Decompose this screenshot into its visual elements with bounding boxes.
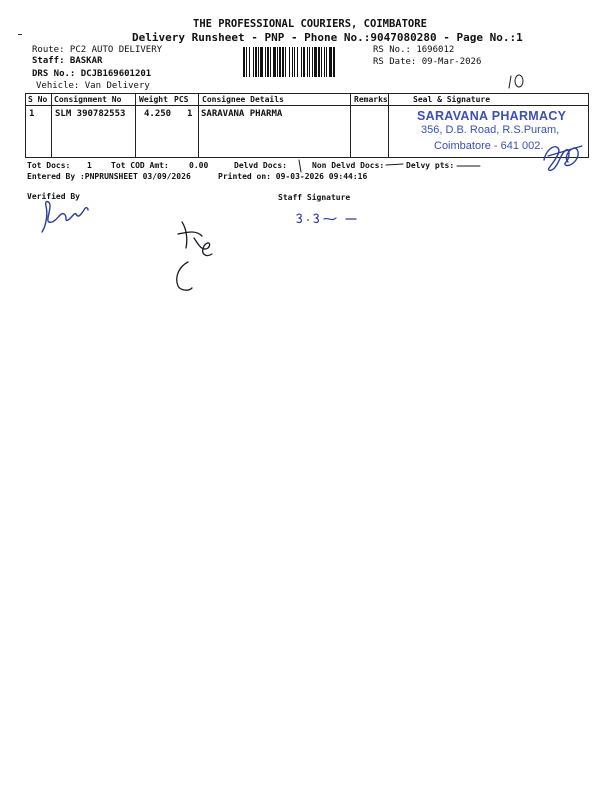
table-border-right	[588, 93, 589, 157]
non-delvd-dash	[385, 161, 405, 169]
staff-signature-date	[294, 210, 364, 228]
tot-cod-value: 0.00	[189, 161, 209, 170]
stamp-name: SARAVANA PHARMACY	[417, 109, 567, 123]
table-row-sno: 1	[29, 109, 35, 119]
col-header-weight: Weight	[139, 95, 168, 104]
verified-by-label: Verified By	[27, 192, 80, 201]
non-delvd-label: Non Delvd Docs:	[312, 161, 385, 170]
col-header-consignee: Consignee Details	[202, 95, 284, 104]
route-text: Route: PC2 AUTO DELIVERY	[32, 45, 163, 55]
staff-signature-label: Staff Signature	[278, 193, 351, 202]
table-row-consignee: SARAVANA PHARMA	[201, 109, 283, 119]
col-header-seal: Seal & Signature	[413, 95, 491, 104]
col-divider	[350, 93, 351, 157]
delvd-docs-label: Delvd Docs:	[234, 161, 287, 170]
table-row-weight: 4.250	[144, 109, 172, 119]
consignee-signature	[540, 138, 585, 174]
company-title: THE PROFESSIONAL COURIERS, COIMBATORE	[193, 18, 427, 30]
delvy-pts-label: Delvy pts:	[406, 161, 455, 170]
entered-by: Entered By :PNPRUNSHEET 03/09/2026	[27, 172, 191, 181]
rs-date: RS Date: 09-Mar-2026	[373, 57, 482, 67]
delvy-pts-dash	[456, 162, 482, 170]
col-divider	[135, 93, 136, 157]
col-header-remarks: Remarks	[354, 95, 388, 104]
corner-mark	[18, 34, 22, 35]
vehicle-text: Vehicle: Van Delivery	[36, 81, 150, 91]
barcode-image	[243, 47, 369, 77]
col-header-pcs: PCS	[174, 95, 189, 104]
tot-docs-label: Tot Docs:	[27, 161, 71, 170]
drs-number: DRS No.: DCJB169601201	[32, 69, 152, 79]
stamp-city: Coimbatore - 641 002.	[434, 140, 544, 152]
stamp-address: 356, D.B. Road, R.S.Puram,	[421, 124, 560, 136]
table-top-border	[25, 93, 589, 94]
tot-docs-value: 1	[87, 161, 92, 170]
col-divider	[198, 93, 199, 157]
table-bottom-border	[25, 157, 589, 158]
col-divider	[51, 93, 52, 157]
col-divider	[388, 93, 389, 157]
table-row-consignment: SLM 390782553	[55, 109, 126, 119]
runsheet-subtitle: Delivery Runsheet - PNP - Phone No.:9047080280 - Page No.:1	[132, 31, 523, 44]
verified-by-signature	[38, 196, 93, 238]
handwritten-page-mark	[506, 72, 530, 90]
printed-on: Printed on: 09-03-2026 09:44:16	[218, 172, 368, 181]
col-header-sno: S No	[28, 95, 48, 104]
table-row-pcs: 1	[187, 109, 193, 119]
staff-text: Staff: BASKAR	[32, 56, 103, 66]
tot-cod-label: Tot COD Amt:	[111, 161, 169, 170]
rs-number: RS No.: 1696012	[373, 45, 455, 55]
staff-signature	[168, 218, 220, 296]
col-header-consignment: Consignment No	[54, 95, 122, 104]
table-header-border	[25, 105, 589, 106]
table-border-left	[25, 93, 26, 157]
